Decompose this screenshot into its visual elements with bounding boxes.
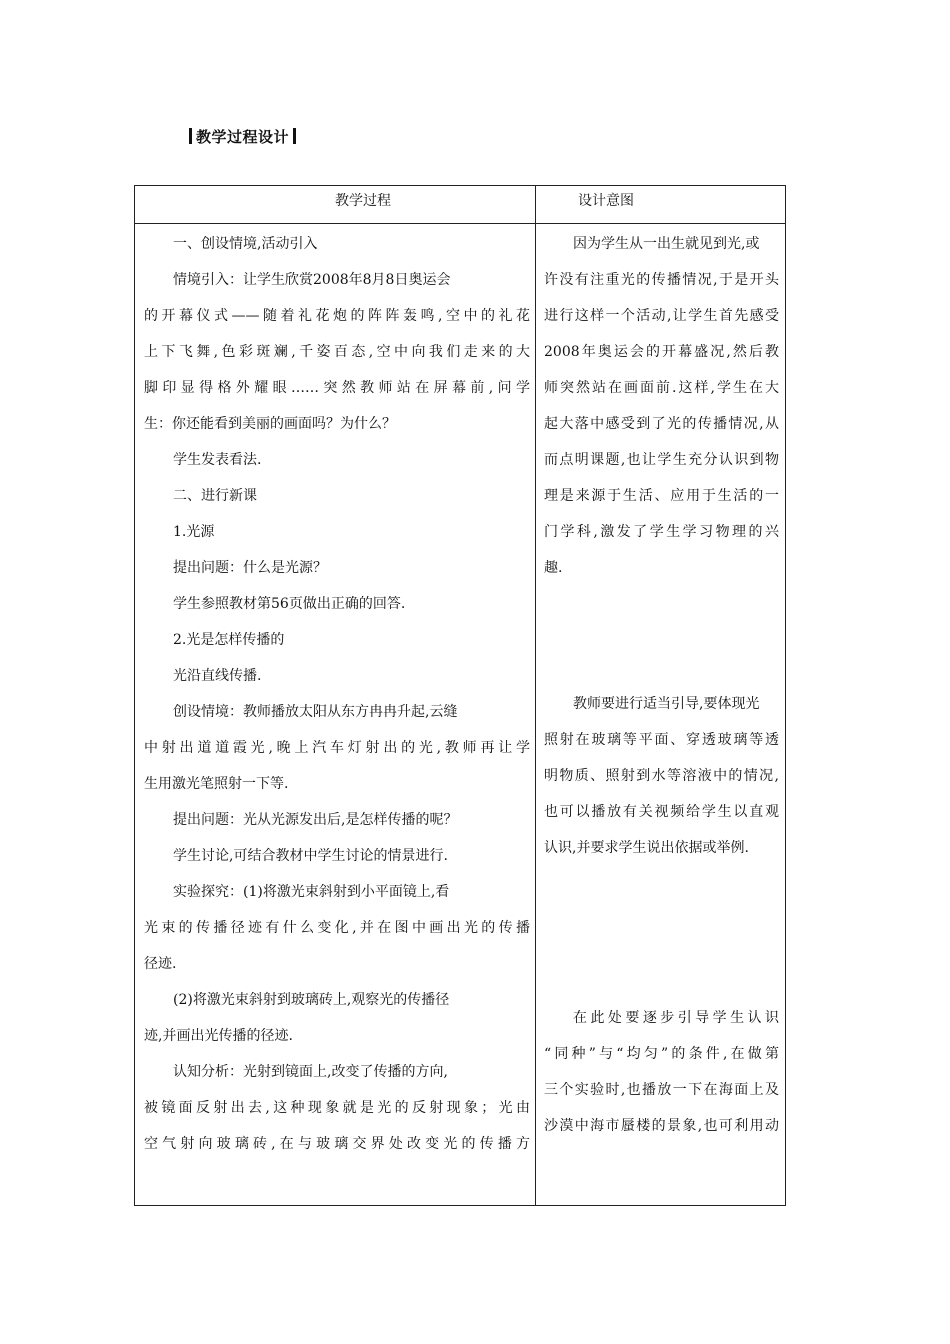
intent-paragraph (544, 1000, 779, 1144)
paragraph-spacer (544, 586, 779, 686)
intent-line: 趣. (544, 560, 563, 576)
process-line: 光沿直线传播. (173, 668, 262, 684)
heading-bar-left (189, 128, 192, 144)
process-line: 迹,并画出光传播的径迹. (144, 1028, 293, 1044)
intent-line: 明物质、照射到水等溶液中的情况, (544, 768, 779, 784)
process-line: (2)将激光束斜射到玻璃砖上,观察光的传播径 (173, 992, 450, 1008)
process-line: 学生发表看法. (173, 452, 262, 468)
process-line: 提出问题：光从光源发出后,是怎样传播的呢？ (173, 812, 458, 828)
process-line: 一、创设情境,活动引入 (173, 236, 318, 252)
intent-line: 因为学生从一出生就见到光,或 (573, 236, 760, 252)
intent-line: 教师要进行适当引导,要体现光 (573, 696, 760, 712)
process-line: 中射出道道霞光,晚上汽车灯射出的光,教师再让学 (144, 740, 530, 756)
intent-line: 而点明课题,也让学生充分认识到物 (544, 452, 779, 468)
section-heading (185, 126, 300, 147)
process-line: 认知分析：光射到镜面上,改变了传播的方向, (173, 1064, 448, 1080)
intent-line: “同种”与“均匀”的条件,在做第 (544, 1046, 779, 1062)
intent-line: 三个实验时,也播放一下在海面上及 (544, 1082, 779, 1098)
intent-line: 认识,并要求学生说出依据或举例. (544, 840, 749, 856)
intent-line: 理是来源于生活、应用于生活的一 (544, 488, 779, 504)
heading-bar-right (293, 128, 296, 144)
process-line: 光束的传播径迹有什么变化,并在图中画出光的传播 (144, 920, 530, 936)
process-line: 生：你还能看到美丽的画面吗？为什么？ (144, 416, 396, 432)
column-divider (535, 186, 536, 1205)
lesson-table (134, 185, 786, 1206)
intent-line: 师突然站在画面前.这样,学生在大 (544, 380, 779, 396)
intent-line: 进行这样一个活动,让学生首先感受 (544, 308, 779, 324)
process-line: 学生讨论,可结合教材中学生讨论的情景进行. (173, 848, 448, 864)
process-column (144, 226, 530, 1162)
intent-paragraph (544, 686, 779, 866)
process-line: 被镜面反射出去,这种现象就是光的反射现象；光由 (144, 1100, 530, 1116)
process-line: 生用激光笔照射一下等. (144, 776, 289, 792)
process-line: 二、进行新课 (173, 488, 257, 504)
intent-line: 也可以播放有关视频给学生以直观 (544, 804, 779, 820)
process-line: 提出问题：什么是光源？ (173, 560, 327, 576)
process-line: 空气射向玻璃砖,在与玻璃交界处改变光的传播方 (144, 1136, 530, 1152)
process-line: 2.光是怎样传播的 (173, 632, 285, 648)
intent-line: 沙漠中海市蜃楼的景象,也可利用动 (544, 1118, 779, 1134)
intent-line: 门学科,激发了学生学习物理的兴 (544, 524, 779, 540)
header-divider (135, 223, 785, 224)
process-line: 径迹. (144, 956, 177, 972)
header-process: 教学过程 (335, 193, 391, 209)
intent-line: 在此处要逐步引导学生认识 (573, 1010, 779, 1026)
process-line: 的开幕仪式——随着礼花炮的阵阵轰鸣,空中的礼花 (144, 308, 530, 324)
process-line: 1.光源 (173, 524, 215, 540)
intent-line: 照射在玻璃等平面、穿透玻璃等透 (544, 732, 779, 748)
process-line: 学生参照教材第56页做出正确的回答. (173, 596, 406, 612)
intent-line: 许没有注重光的传播情况,于是开头 (544, 272, 779, 288)
section-heading-text: 教学过程设计 (196, 128, 290, 146)
process-line: 上下飞舞,色彩斑斓,千姿百态,空中向我们走来的大 (144, 344, 530, 360)
process-line: 情境引入：让学生欣赏2008年8月8日奥运会 (173, 272, 451, 288)
intent-line: 起大落中感受到了光的传播情况,从 (544, 416, 779, 432)
process-line: 创设情境：教师播放太阳从东方冉冉升起,云缝 (173, 704, 458, 720)
header-intent: 设计意图 (578, 193, 634, 209)
process-line: 脚印显得格外耀眼……突然教师站在屏幕前,问学 (144, 380, 530, 396)
intent-paragraph (544, 226, 779, 586)
paragraph-spacer (544, 866, 779, 1000)
process-line: 实验探究：(1)将激光束斜射到小平面镜上,看 (173, 884, 450, 900)
intent-column (544, 226, 779, 1144)
intent-line: 2008年奥运会的开幕盛况,然后教 (544, 344, 779, 360)
